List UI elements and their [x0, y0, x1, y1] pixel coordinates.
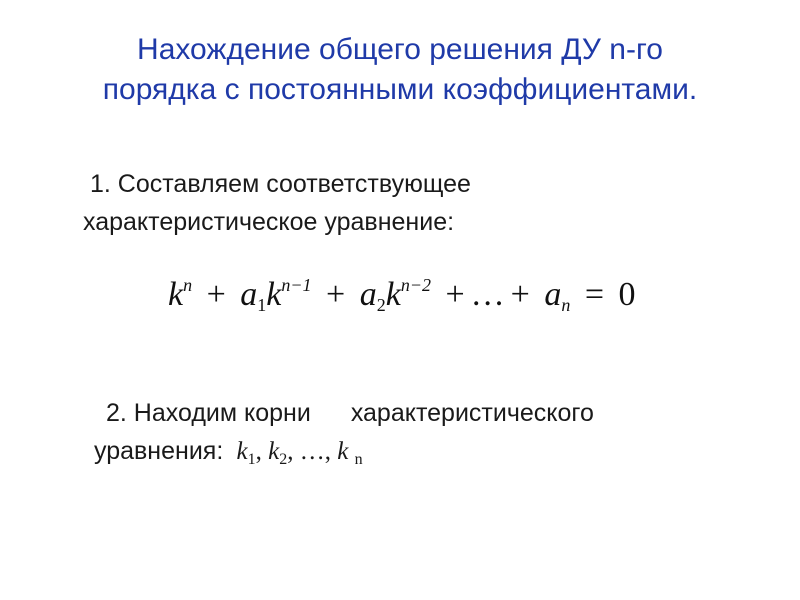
step2-tail: характеристического — [350, 399, 594, 427]
eq-a2: a — [359, 276, 377, 313]
step2-label: 2. Находим корни — [106, 399, 311, 427]
eq-equals: = — [584, 276, 605, 313]
step2-line-1 — [106, 397, 594, 429]
root-sub-1: 1 — [247, 451, 256, 468]
eq-plus: + — [326, 276, 346, 313]
root-comma: , — [287, 438, 294, 465]
eq-plus: + — [445, 276, 465, 313]
root-k2: k — [268, 438, 280, 465]
eq-sup-n-1: n−1 — [281, 275, 312, 295]
eq-an: a — [544, 276, 562, 313]
eq-plus: + — [510, 276, 530, 313]
eq-sub-2: 2 — [376, 295, 386, 315]
step1-line-2: характеристическое уравнение: — [83, 208, 455, 236]
step2-prefix: уравнения: — [94, 437, 224, 465]
root-sub-n: n — [354, 451, 363, 468]
eq-zero: 0 — [618, 276, 636, 313]
title-line-2: порядка с постоянными коэффициентами. — [102, 73, 698, 106]
eq-sub-1: 1 — [257, 295, 267, 315]
eq-a1: a — [240, 276, 258, 313]
characteristic-equation — [168, 275, 636, 316]
eq-sub-n-text: n — [561, 295, 571, 315]
root-kn: k — [337, 438, 349, 465]
step1-line-1: 1. Составляем соответствующее — [90, 170, 471, 198]
eq-sup-n-2: n−2 — [400, 275, 431, 295]
root-ellipsis: …, — [299, 438, 331, 465]
eq-k: k — [266, 276, 282, 313]
eq-k: k — [385, 276, 401, 313]
eq-sub-n — [561, 295, 570, 315]
root-sub-2: 2 — [279, 451, 288, 468]
eq-k: k — [168, 276, 184, 313]
title-line-1: Нахождение общего решения ДУ n-го — [137, 33, 663, 66]
eq-plus: + — [206, 276, 226, 313]
root-k1: k — [236, 438, 248, 465]
eq-sup-n: n — [183, 275, 193, 295]
step2-line-2 — [94, 435, 363, 476]
roots-list — [230, 438, 363, 468]
slide-title — [0, 30, 800, 110]
eq-dots: … — [470, 276, 505, 313]
root-comma: , — [255, 438, 262, 465]
